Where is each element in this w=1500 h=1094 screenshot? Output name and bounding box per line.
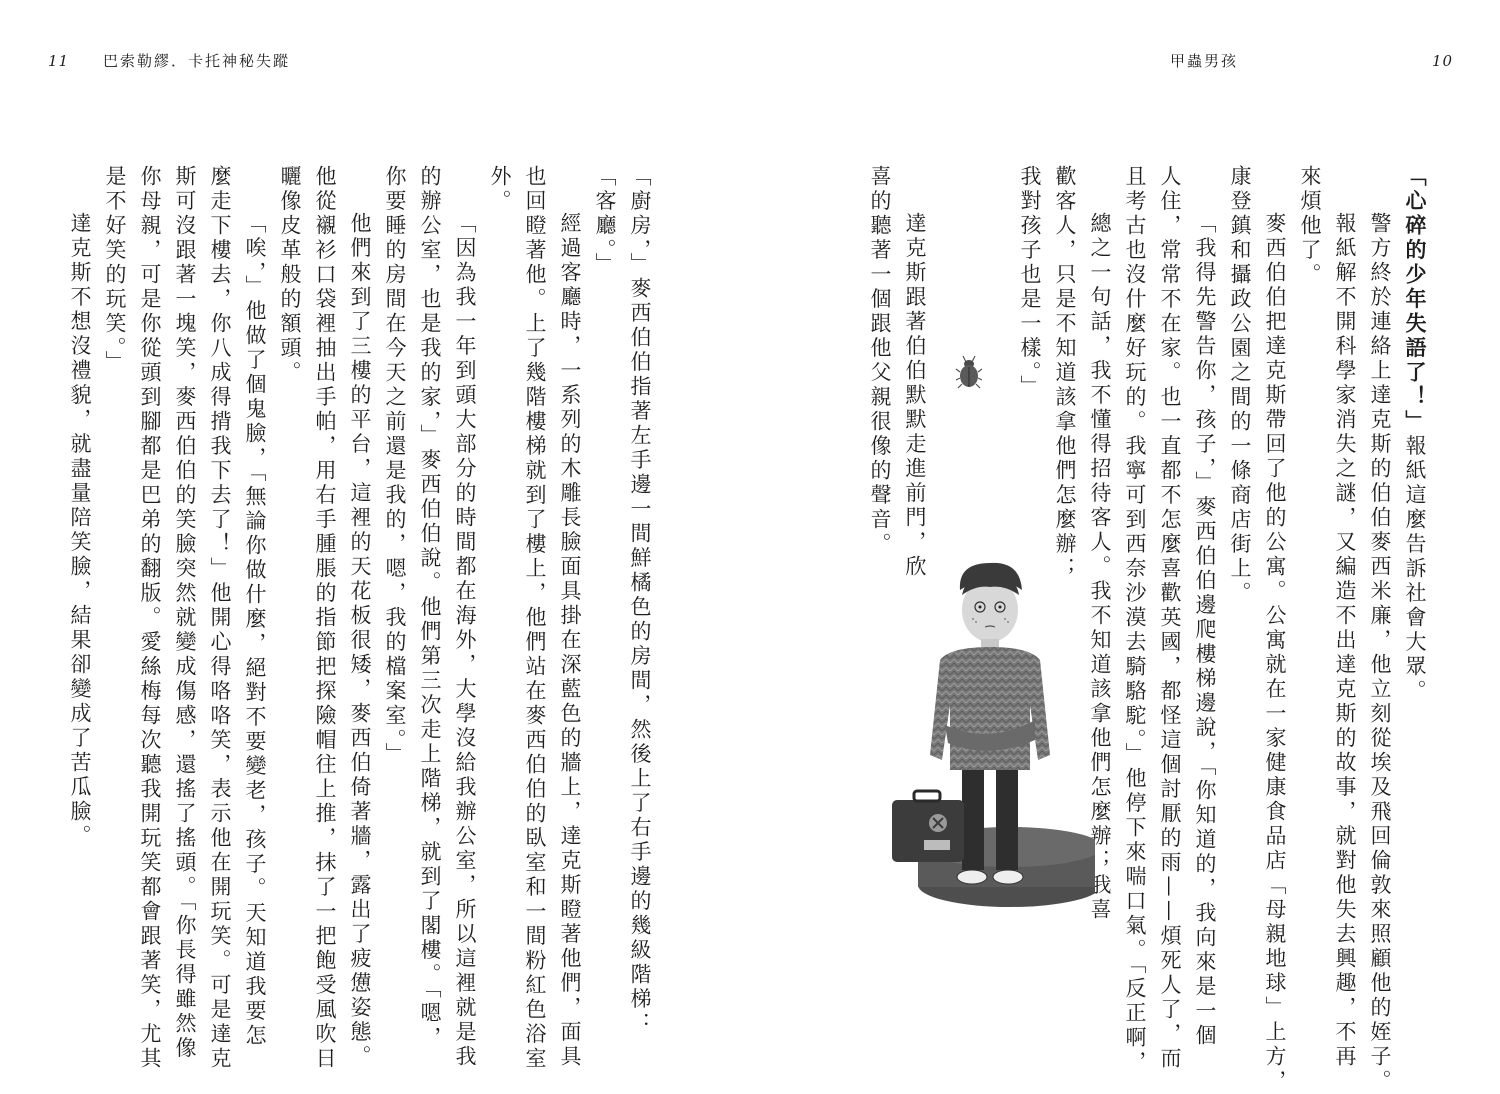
page-number-left: 11 [48, 52, 70, 70]
text-column: 麼走下樓去，你八成得揹我下去了！」他開心得咯咯笑，表示他在開玩笑。可是達克 [208, 165, 232, 1072]
running-head-left: 巴索勒繆．卡托神秘失蹤 [103, 52, 291, 70]
headline-rest: 報紙這麼告訴社會大眾。 [1403, 434, 1427, 704]
beetle-icon [955, 352, 983, 394]
text-column: 「因為我一年到頭大部分的時間都在海外，大學沒給我辦公室，所以這裡就是我 [453, 212, 477, 1070]
text-column: 斯可沒跟著一塊笑，麥西伯伯的笑臉突然就變成傷感，還搖了搖頭。「你長得雖然像 [173, 165, 197, 1061]
text-column: 他從襯衫口袋裡抽出手帕，用右手腫脹的指節把探險帽往上推，抹了一把飽受風吹日 [313, 165, 337, 1072]
text-column: 是不好笑的玩笑。」 [103, 165, 127, 375]
text-column: 麥西伯伯把達克斯帶回了他的公寓。公寓就在一家健康食品店「母親地球」上方， [1263, 212, 1287, 1094]
text-column: 總之一句話，我不懂得招待客人。我不知道該拿他們怎麼辦；我喜 [1088, 212, 1112, 923]
text-column: 康登鎮和攝政公園之間的一條商店街上。 [1228, 165, 1252, 606]
text-column: 也回瞪著他。上了幾階樓梯就到了樓上，他們站在麥西伯伯的臥室和一間粉紅色浴室 [523, 165, 547, 1072]
text-column: 「廚房，」麥西伯伯指著左手邊一間鮮橘色的房間，然後上了右手邊的幾級階梯： [628, 165, 652, 1037]
text-column: 經過客廳時，一系列的木雕長臉面具掛在深藍色的牆上，達克斯瞪著他們，面具 [558, 212, 582, 1070]
text-column: 你母親，可是你從頭到腳都是巴弟的翻版。愛絲梅每次聽我開玩笑都會跟著笑，尤其 [138, 165, 162, 1072]
boy-illustration [890, 555, 1095, 939]
page-number-right: 10 [1432, 52, 1454, 70]
text-column: 外。 [488, 165, 512, 214]
text-column: 人住，常常不在家。也一直都不怎麼喜歡英國，都怪這個討厭的雨——煩死人了，而 [1158, 165, 1182, 1072]
running-head-right: 甲蟲男孩 [1170, 52, 1239, 70]
headline-quote: 「心碎的少年失語了！」 [1403, 165, 1428, 435]
text-column: 達克斯跟著伯伯默默走進前門，欣 [903, 212, 927, 580]
text-column: 且考古也沒什麼好玩的。我寧可到西奈沙漠去騎駱駝。」他停下來喘口氣。「反正啊， [1123, 165, 1147, 1075]
text-column: 他們來到了三樓的平台，這裡的天花板很矮，麥西伯倚著牆，露出了疲憊姿態。 [348, 212, 372, 1070]
text-column: 喜的聽著一個跟他父親很像的聲音。 [868, 165, 892, 557]
text-column: 警方終於連絡上達克斯的伯伯麥西米廉，他立刻從埃及飛回倫敦來照顧他的姪子。 [1368, 212, 1392, 1094]
text-column: 我對孩子也是一樣。」 [1018, 165, 1042, 400]
text-column: 達克斯不想沒禮貌，就盡量陪笑臉，結果卻變成了苦瓜臉。 [68, 212, 92, 849]
text-column: 來煩他了。 [1298, 165, 1322, 288]
text-column: 報紙解不開科學家消失之謎，又編造不出達克斯的故事，就對他失去興趣，不再 [1333, 212, 1357, 1070]
text-column: 「唉，」他做了個鬼臉，「無論你做什麼，絕對不要變老，孩子。天知道我要怎 [243, 212, 267, 1049]
text-column: 「客廳。」 [593, 165, 617, 277]
text-column: 曬像皮革般的額頭。 [278, 165, 302, 386]
text-column: 的辦公室，也是我的家，」麥西伯伯說。他們第三次走上階梯，就到了閣樓。「嗯， [418, 165, 442, 1051]
headline-column [1397, 165, 1433, 925]
text-column: 你要睡的房間在今天之前還是我的，嗯，我的檔案室。」 [383, 165, 407, 767]
text-column: 「我得先警告你，孩子，」麥西伯伯邊爬樓梯邊說，「你知道的，我向來是一個 [1193, 212, 1217, 1049]
text-column: 歡客人，只是不知道該拿他們怎麼辦； [1053, 165, 1077, 582]
